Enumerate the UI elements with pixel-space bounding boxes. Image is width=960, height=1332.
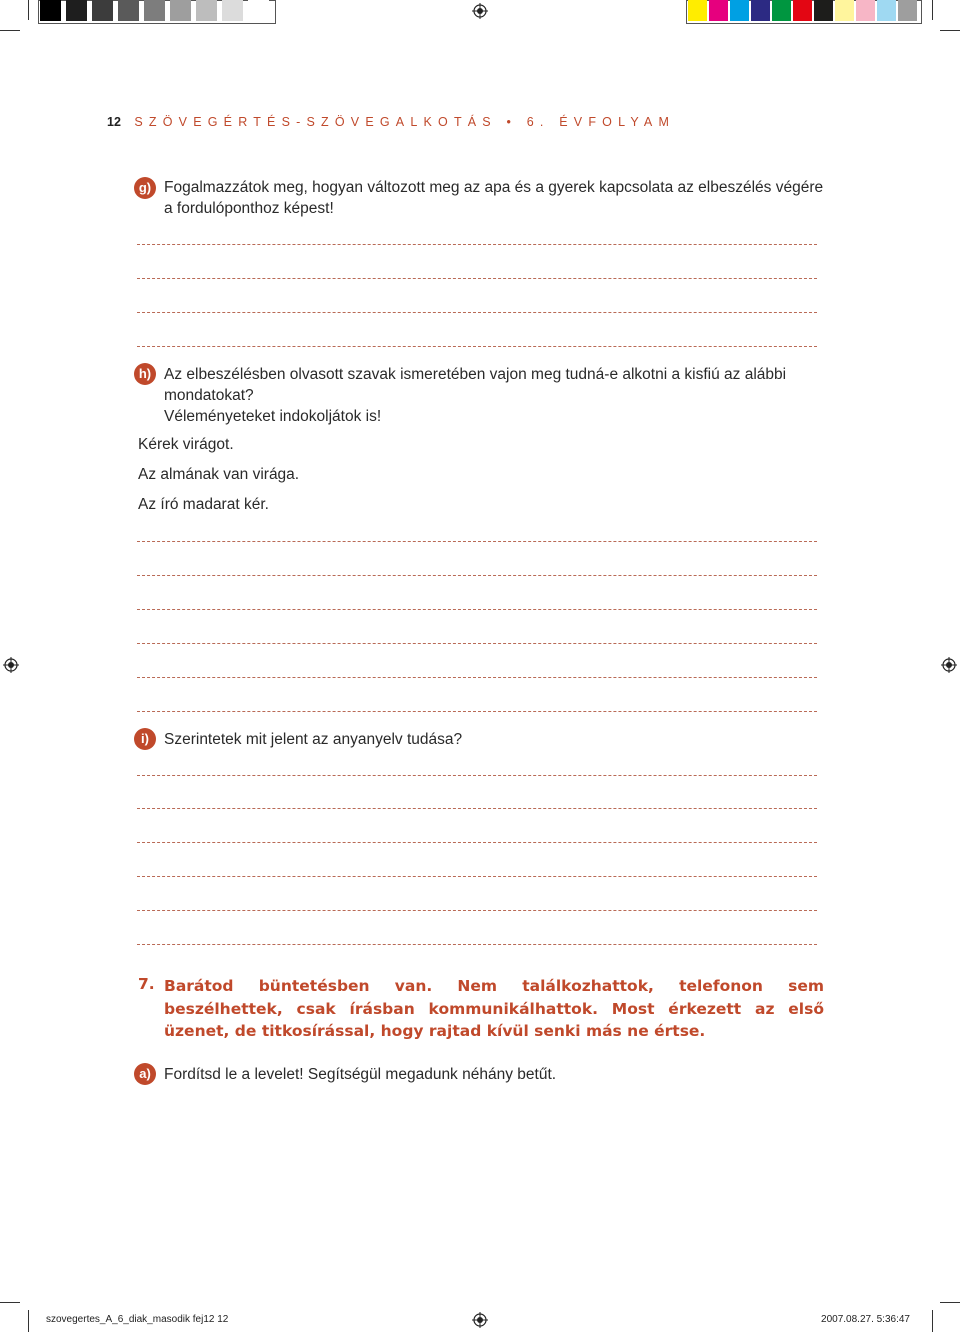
- color-swatch: [793, 0, 812, 21]
- gray-swatch: [92, 0, 113, 21]
- crop-mark: [28, 0, 29, 20]
- answer-line: [137, 609, 817, 610]
- crop-mark: [0, 30, 20, 31]
- answer-line: [137, 677, 817, 678]
- gray-swatch: [118, 0, 139, 21]
- color-swatch: [856, 0, 875, 21]
- answer-line: [137, 808, 817, 809]
- example-sentence: Az almának van virága.: [138, 466, 300, 483]
- color-swatch: [730, 0, 749, 21]
- exercise-question: Az elbeszélésben olvasott szavak ismeretében vajon meg tudná-e alkotni a kisfiú az alábbi mondatokat?: [164, 366, 787, 404]
- gray-swatch: [144, 0, 165, 21]
- example-sentence: Kérek virágot.: [138, 436, 234, 453]
- gray-swatch: [222, 0, 243, 21]
- answer-line: [137, 346, 817, 347]
- answer-line: [137, 876, 817, 877]
- answer-line: [137, 842, 817, 843]
- answer-line: [137, 643, 817, 644]
- exercise-question: Fogalmazzátok meg, hogyan változott meg az apa és a gyerek kapcsolata az elbeszélés végére a fordulóponthoz képest!: [164, 179, 824, 217]
- crop-mark: [932, 0, 933, 20]
- crop-mark: [0, 1302, 20, 1303]
- answer-line: [137, 711, 817, 712]
- answer-line: [137, 575, 817, 576]
- exercise-question: Szerintetek mit jelent az anyanyelv tudása?: [164, 731, 463, 748]
- exercise-letter-badge: h): [134, 363, 156, 385]
- crop-mark: [940, 1302, 960, 1303]
- gray-swatch: [196, 0, 217, 21]
- crop-mark: [28, 1310, 29, 1332]
- gray-swatch: [66, 0, 87, 21]
- registration-mark-icon: [941, 657, 957, 673]
- exercise-letter-badge: i): [134, 728, 156, 750]
- exercise-letter-badge: a): [134, 1063, 156, 1085]
- color-swatch: [835, 0, 854, 21]
- answer-line: [137, 944, 817, 945]
- color-swatch: [877, 0, 896, 21]
- book-title: SZÖVEGÉRTÉS-SZÖVEGALKOTÁS • 6. ÉVFOLYAM: [134, 115, 676, 129]
- color-swatch: [772, 0, 791, 21]
- answer-line: [137, 244, 817, 245]
- color-swatch: [898, 0, 917, 21]
- answer-line: [137, 278, 817, 279]
- crop-mark: [940, 30, 960, 31]
- example-sentence: Az író madarat kér.: [138, 496, 269, 513]
- registration-mark-icon: [472, 3, 488, 19]
- gray-swatch: [248, 0, 269, 21]
- answer-line: [137, 312, 817, 313]
- task-number: 7.: [138, 975, 155, 993]
- exercise-letter-badge: g): [134, 177, 156, 199]
- answer-line: [137, 775, 817, 776]
- gray-swatch: [40, 0, 61, 21]
- color-swatch: [814, 0, 833, 21]
- answer-line: [137, 910, 817, 911]
- color-swatch: [688, 0, 707, 21]
- color-swatch: [709, 0, 728, 21]
- answer-line: [137, 541, 817, 542]
- color-swatch: [751, 0, 770, 21]
- gray-swatch: [170, 0, 191, 21]
- registration-mark-icon: [472, 1312, 488, 1328]
- task-text: Barátod büntetésben van. Nem találkozhattok, telefonon sem beszélhettek, csak írásban kommunikálhattok. Most érkezett az első üzenet, de titkosírással, hogy rajtad kívül senki más ne értse.: [164, 977, 824, 1040]
- exercise-question: Fordítsd le a levelet! Segítségül megadunk néhány betűt.: [164, 1066, 557, 1083]
- footer-timestamp: 2007.08.27. 5:36:47: [821, 1314, 910, 1325]
- page-number: 12: [107, 115, 121, 129]
- exercise-instruction: Véleményeteket indokoljátok is!: [164, 408, 382, 425]
- running-header: [107, 115, 675, 129]
- registration-mark-icon: [3, 657, 19, 673]
- footer-filename: szovegertes_A_6_diak_masodik fej12 12: [46, 1314, 229, 1325]
- crop-mark: [932, 1310, 933, 1332]
